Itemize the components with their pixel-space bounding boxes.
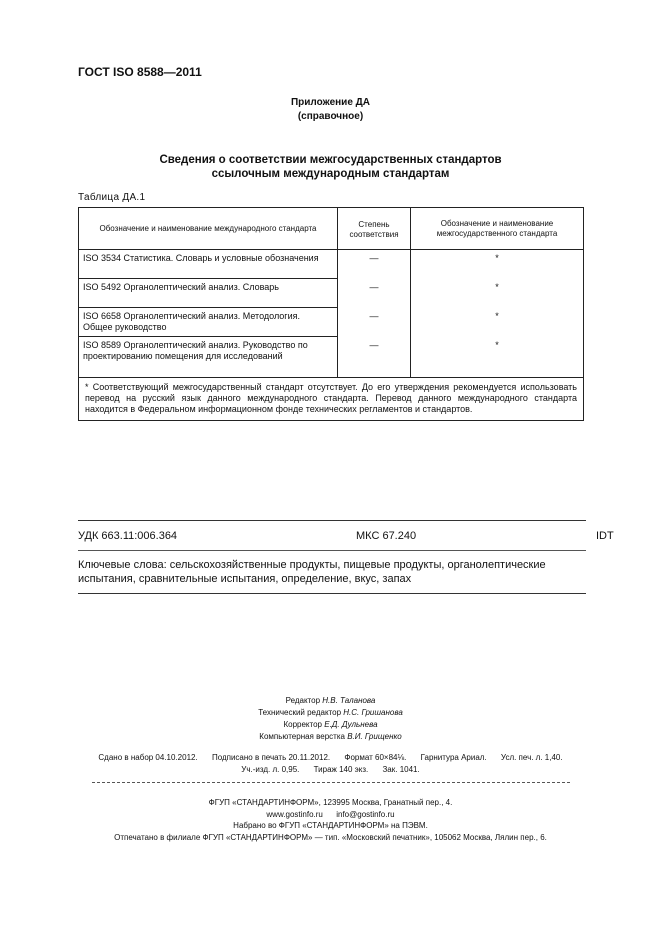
- order-number: Зак. 1041.: [382, 765, 420, 774]
- top-divider: [78, 520, 586, 521]
- correspondence-table: [78, 207, 584, 421]
- cell-degree: —: [338, 308, 411, 337]
- table-row: [79, 250, 584, 279]
- email-link[interactable]: info@gostinfo.ru: [336, 809, 395, 819]
- header-degree: Степень соответствия: [338, 208, 411, 250]
- heading-line-1: Сведения о соответствии межгосударственных стандартов: [159, 154, 502, 166]
- cell-international: ISO 8589 Органолептический анализ. Руководство по проектированию помещения для исследований: [79, 337, 338, 378]
- table-header-row: [79, 208, 584, 250]
- publisher-address: ФГУП «СТАНДАРТИНФОРМ», 123995 Москва, Гранатный пер., 4.: [208, 798, 453, 807]
- signed-date: Подписано в печать 20.11.2012.: [211, 753, 331, 762]
- imprint-block: [0, 797, 661, 843]
- submitted-date: Сдано в набор 04.10.2012.: [98, 753, 198, 762]
- paper-format: Формат 60×84⅛.: [344, 753, 407, 762]
- cell-international: ISO 3534 Статистика. Словарь и условные обозначения: [79, 250, 338, 279]
- print-sheets: Усл. печ. л. 1,40.: [500, 753, 563, 762]
- keywords: Ключевые слова: сельскохозяйственные продукты, пищевые продукты, органолептические испытания, сравнительные испытания, определение, вкус, запах: [78, 559, 546, 585]
- credit-proofreader: [0, 719, 661, 731]
- section-heading: [0, 153, 661, 181]
- cell-degree: —: [338, 250, 411, 279]
- cell-degree: —: [338, 337, 411, 378]
- cell-international: ISO 6658 Органолептический анализ. Методология. Общее руководство: [79, 308, 338, 337]
- credit-tech-editor: [0, 707, 661, 719]
- header-interstate: Обозначение и наименование межгосударственного стандарта: [411, 208, 584, 250]
- appendix-title: Приложение ДА: [290, 97, 371, 108]
- credit-person: Н.С. Гришанова: [343, 708, 403, 717]
- credit-person: Е.Д. Дульнева: [324, 720, 378, 729]
- dashed-divider: [92, 782, 570, 783]
- credit-person: В.И. Грищенко: [347, 732, 402, 741]
- cell-interstate: *: [411, 308, 584, 337]
- website-link[interactable]: www.gostinfo.ru: [266, 809, 323, 819]
- printer-note: Отпечатано в филиале ФГУП «СТАНДАРТИНФОРМ» — тип. «Московский печатник», 105062 Москва, Лялин пер., 6.: [114, 832, 547, 842]
- publisher-sheets: Уч.-изд. л. 0,95.: [241, 765, 300, 774]
- table-footnote-row: [79, 378, 584, 421]
- heading-line-2: ссылочным международным стандартам: [211, 168, 450, 180]
- cell-interstate: *: [411, 279, 584, 308]
- table-row: [79, 337, 584, 378]
- udk-code: УДК 663.11:006.364: [78, 530, 178, 542]
- print-info-line-2: [0, 764, 661, 776]
- appendix-block: [0, 96, 661, 124]
- print-info: [0, 752, 661, 776]
- bottom-divider: [78, 593, 586, 594]
- credits-block: [0, 695, 661, 743]
- header-international: Обозначение и наименование международного стандарта: [79, 208, 338, 250]
- credit-editor: [0, 695, 661, 707]
- table-label: Таблица ДА.1: [78, 192, 146, 203]
- credit-role: Технический редактор: [258, 708, 342, 717]
- table-row: [79, 308, 584, 337]
- appendix-subtitle: (справочное): [297, 111, 364, 122]
- idt-code: IDT: [596, 530, 614, 542]
- print-info-line-1: [0, 752, 661, 764]
- credit-role: Компьютерная верстка: [259, 732, 345, 741]
- credit-role: Редактор: [285, 696, 321, 705]
- circulation: Тираж 140 экз.: [313, 765, 369, 774]
- credit-layout: [0, 731, 661, 743]
- cell-interstate: *: [411, 337, 584, 378]
- credit-person: Н.В. Таланова: [322, 696, 376, 705]
- cell-degree: —: [338, 279, 411, 308]
- typeface: Гарнитура Ариал.: [420, 753, 487, 762]
- contacts: [0, 809, 661, 821]
- credit-role: Корректор: [283, 720, 322, 729]
- middle-divider: [78, 550, 586, 551]
- typeset-note: Набрано во ФГУП «СТАНДАРТИНФОРМ» на ПЭВМ.: [233, 821, 428, 830]
- document-code: ГОСТ ISO 8588—2011: [78, 65, 202, 79]
- table-footnote: * Соответствующий межгосударственный стандарт отсутствует. До его утверждения рекомендуется использовать перевод на русский язык данного международного стандарта. Перевод данного международного стандарта находится в Федеральном информационном фонде технических регламентов и стандартов.: [79, 378, 584, 421]
- mks-code: МКС 67.240: [356, 530, 417, 542]
- cell-international: ISO 5492 Органолептический анализ. Словарь: [79, 279, 338, 308]
- table-row: [79, 279, 584, 308]
- cell-interstate: *: [411, 250, 584, 279]
